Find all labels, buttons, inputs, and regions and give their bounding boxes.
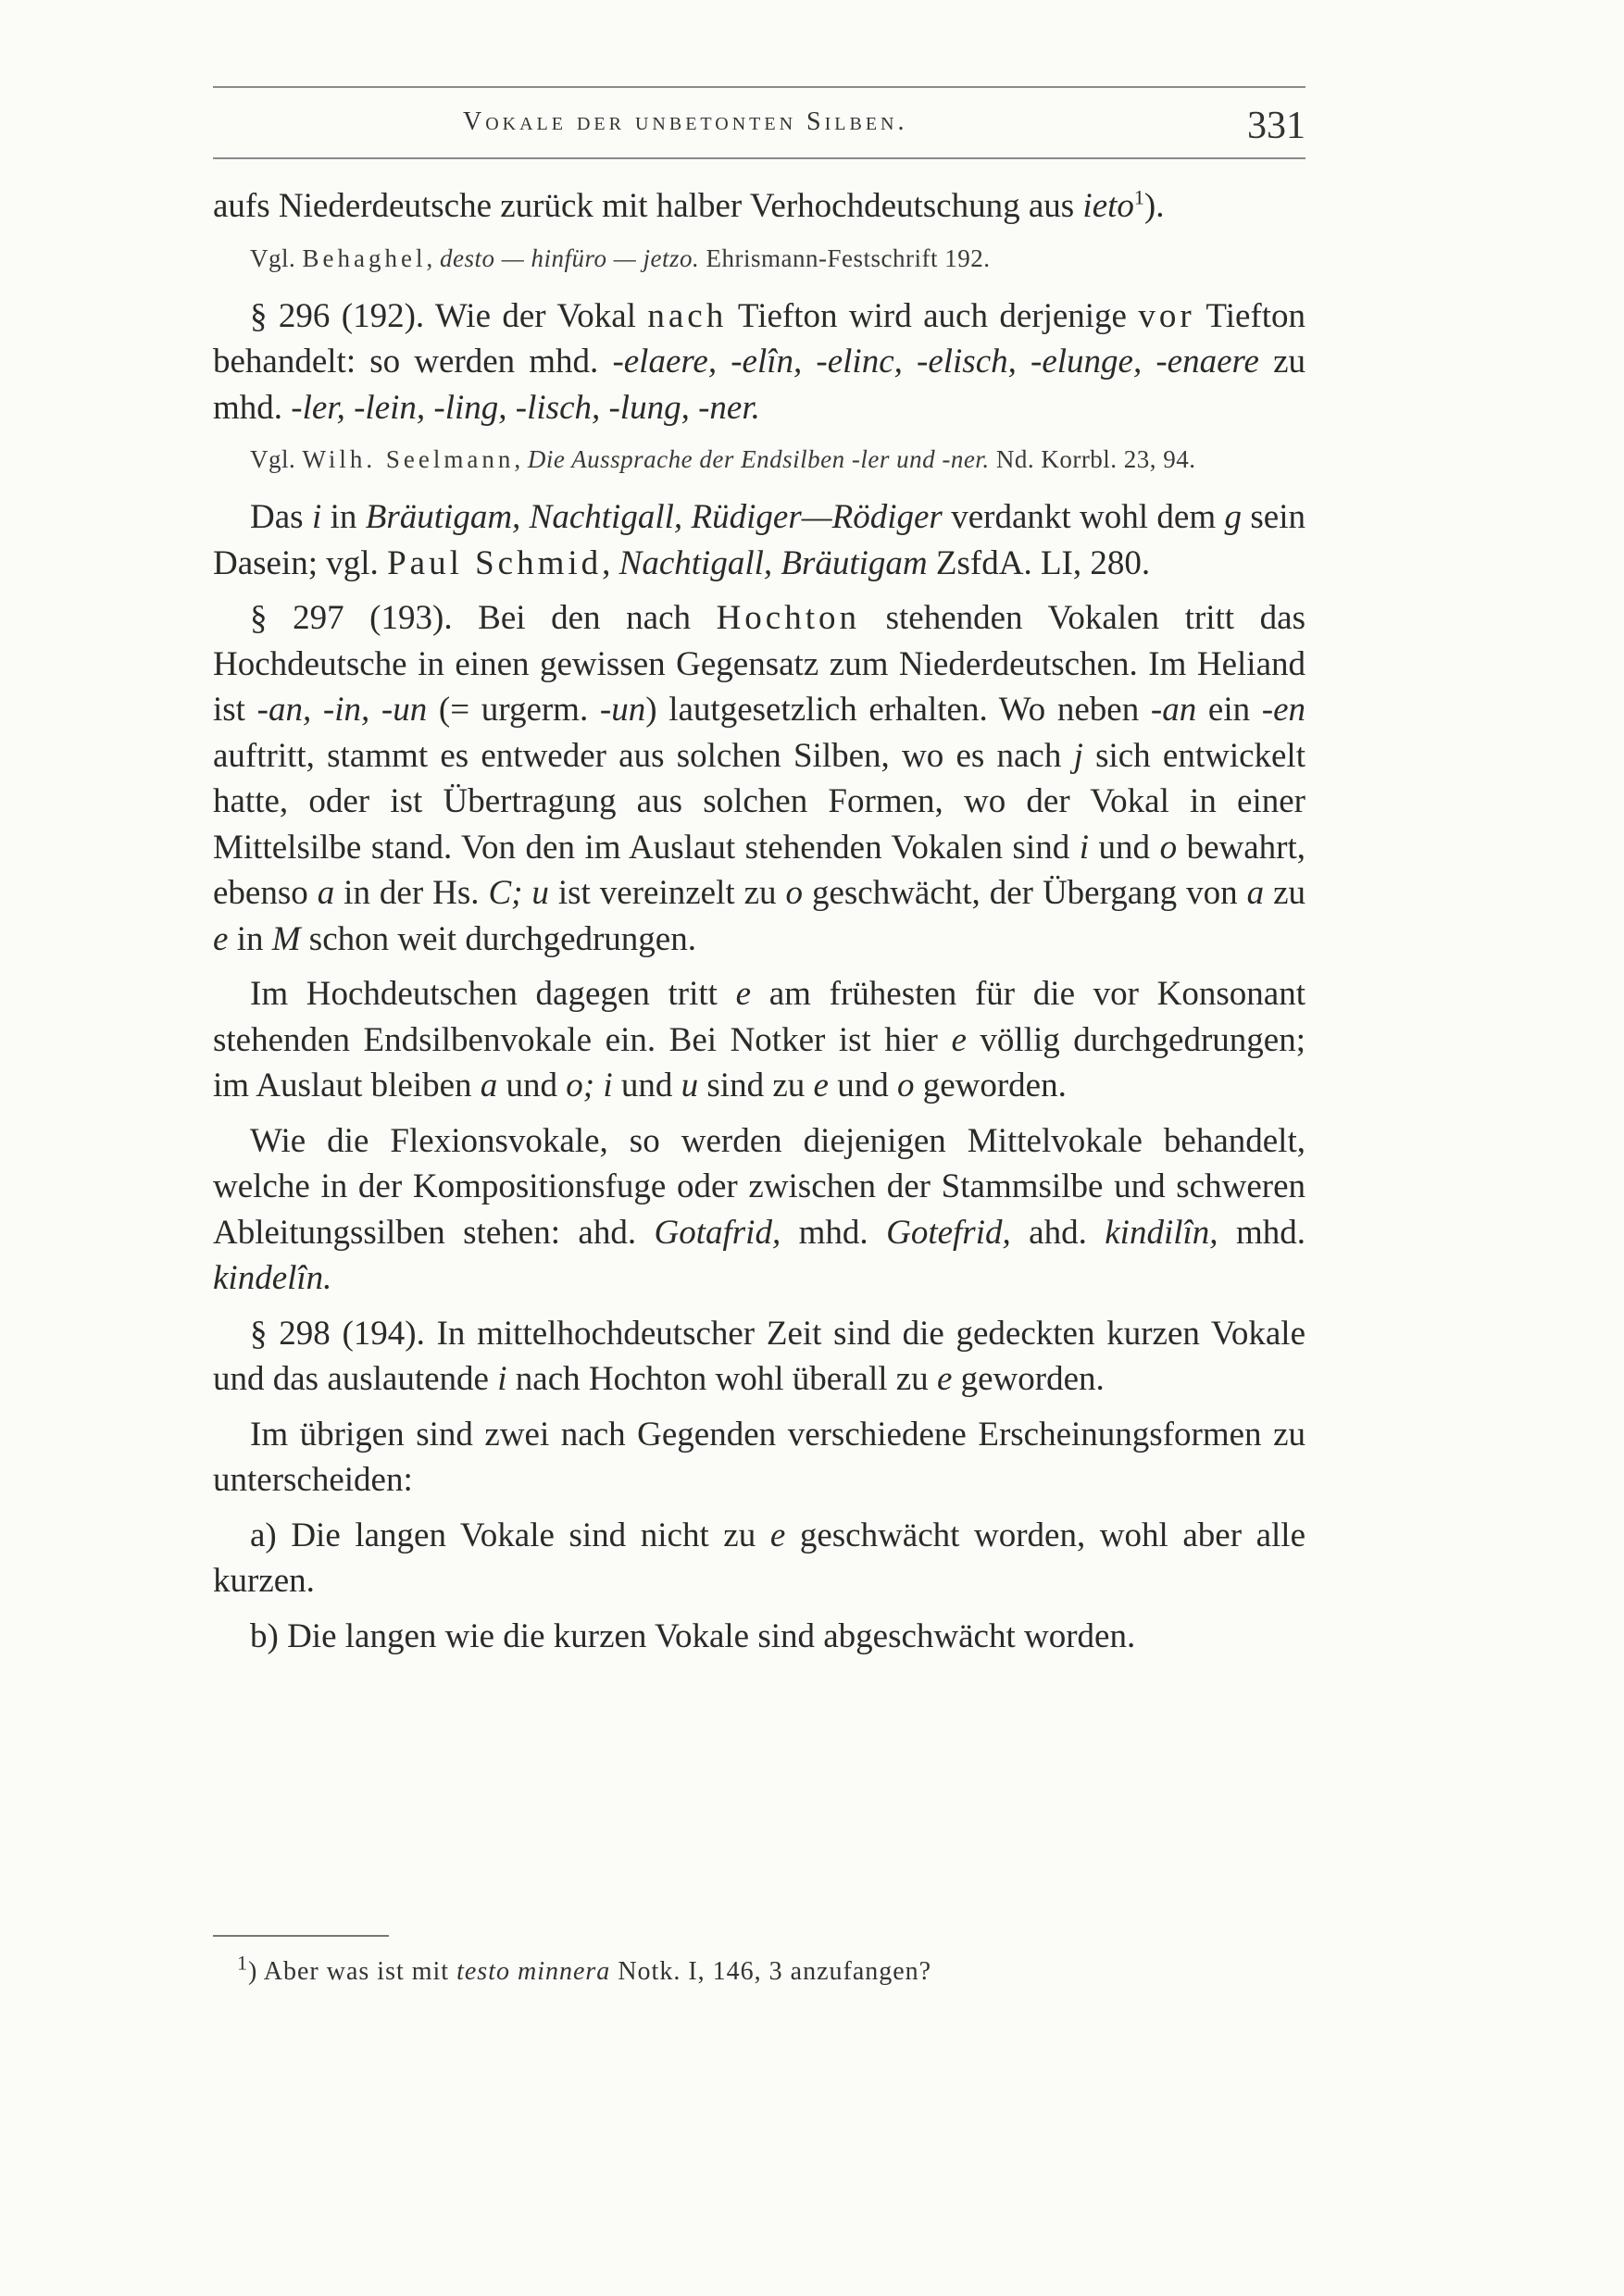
running-head xyxy=(213,104,1305,146)
footnote-marker: 1 xyxy=(1133,185,1144,209)
top-rule xyxy=(213,86,1305,88)
footnote-rule xyxy=(213,1935,389,1937)
paragraph: Im übrigen sind zwei nach Gegenden verschiedene Erscheinungsformen zu unterscheiden: xyxy=(213,1415,1305,1499)
text-column xyxy=(213,183,1305,1668)
section-297: § 297 (193). Bei den nach Hochton stehenden Vokalen tritt das Hochdeutsche in einen gewissen Gegensatz zum Niederdeutschen. Im Heliand ist -an, -in, -un (= urgerm. -un) lautgesetzlich erhalten. Wo neben -an ein -en auftritt, stammt es entweder aus solchen Silben, wo es nach j sich entwickelt hatte, oder ist Übertragung aus solchen Formen, wo der Vokal in einer Mittelsilbe stand. Von den im Auslaut stehenden Vokalen sind i und o bewahrt, ebenso a in der Hs. C; u ist vereinzelt zu o geschwächt, der Übergang von a zu e in M schon weit durchgedrungen. xyxy=(213,599,1306,958)
reference-note: Vgl. Behaghel, desto — hinfüro — jetzo. Ehrismann-Festschrift 192. xyxy=(250,243,991,272)
list-item-a: a) Die langen Vokale sind nicht zu e geschwächt worden, wohl aber alle kurzen. xyxy=(213,1516,1306,1600)
footnote: $^1$) Aber was ist mit testo minnera Notk. I, 146, 3 anzufangen? xyxy=(237,1951,932,1986)
paragraph: Das i in Bräutigam, Nachtigall, Rüdiger—Rödiger verdankt wohl dem g sein Dasein; vgl. Paul Schmid, Nachtigall, Bräutigam ZsfdA. LI, 280. xyxy=(213,498,1306,582)
list-item-b: b) Die langen wie die kurzen Vokale sind abgeschwächt worden. xyxy=(250,1616,1136,1655)
page-number: 331 xyxy=(1247,105,1305,147)
section-298: § 298 (194). In mittelhochdeutscher Zeit sind die gedeckten kurzen Vokale und das auslautende i nach Hochton wohl überall zu e geworden. xyxy=(213,1314,1305,1398)
paragraph-continuation: aufs Niederdeutsche zurück mit halber Verhochdeutschung aus ieto$^1$). xyxy=(213,185,1165,225)
paragraph: Im Hochdeutschen dagegen tritt e am frühesten für die vor Konsonant stehenden Endsilbenvokale ein. Bei Notker ist hier e völlig durchgedrungen; im Auslaut bleiben a und o; i und u sind zu e und o geworden. xyxy=(213,975,1305,1104)
footnote-marker: 1 xyxy=(237,1951,248,1975)
header-rule xyxy=(213,157,1305,159)
running-title: Vokale der unbetonten Silben. xyxy=(463,107,908,136)
reference-note: Vgl. Wilh. Seelmann, Die Aussprache der Endsilben -ler und -ner. Nd. Korrbl. 23, 94. xyxy=(250,445,1196,473)
paragraph: Wie die Flexionsvokale, so werden diejenigen Mittelvokale behandelt, welche in der Kompositionsfuge oder zwischen der Stammsilbe und schweren Ableitungssilben stehen: ahd. Gotafrid, mhd. Gotefrid, ahd. kindilîn, mhd. kindelîn. xyxy=(213,1121,1305,1297)
section-296: § 296 (192). Wie der Vokal nach Tiefton wird auch derjenige vor Tiefton behandelt: so werden mhd. -elaere, -elîn, -elinc, -elisch, -elunge, -enaere zu mhd. -ler, -lein, -ling, -lisch, -lung, -ner. xyxy=(213,296,1305,427)
